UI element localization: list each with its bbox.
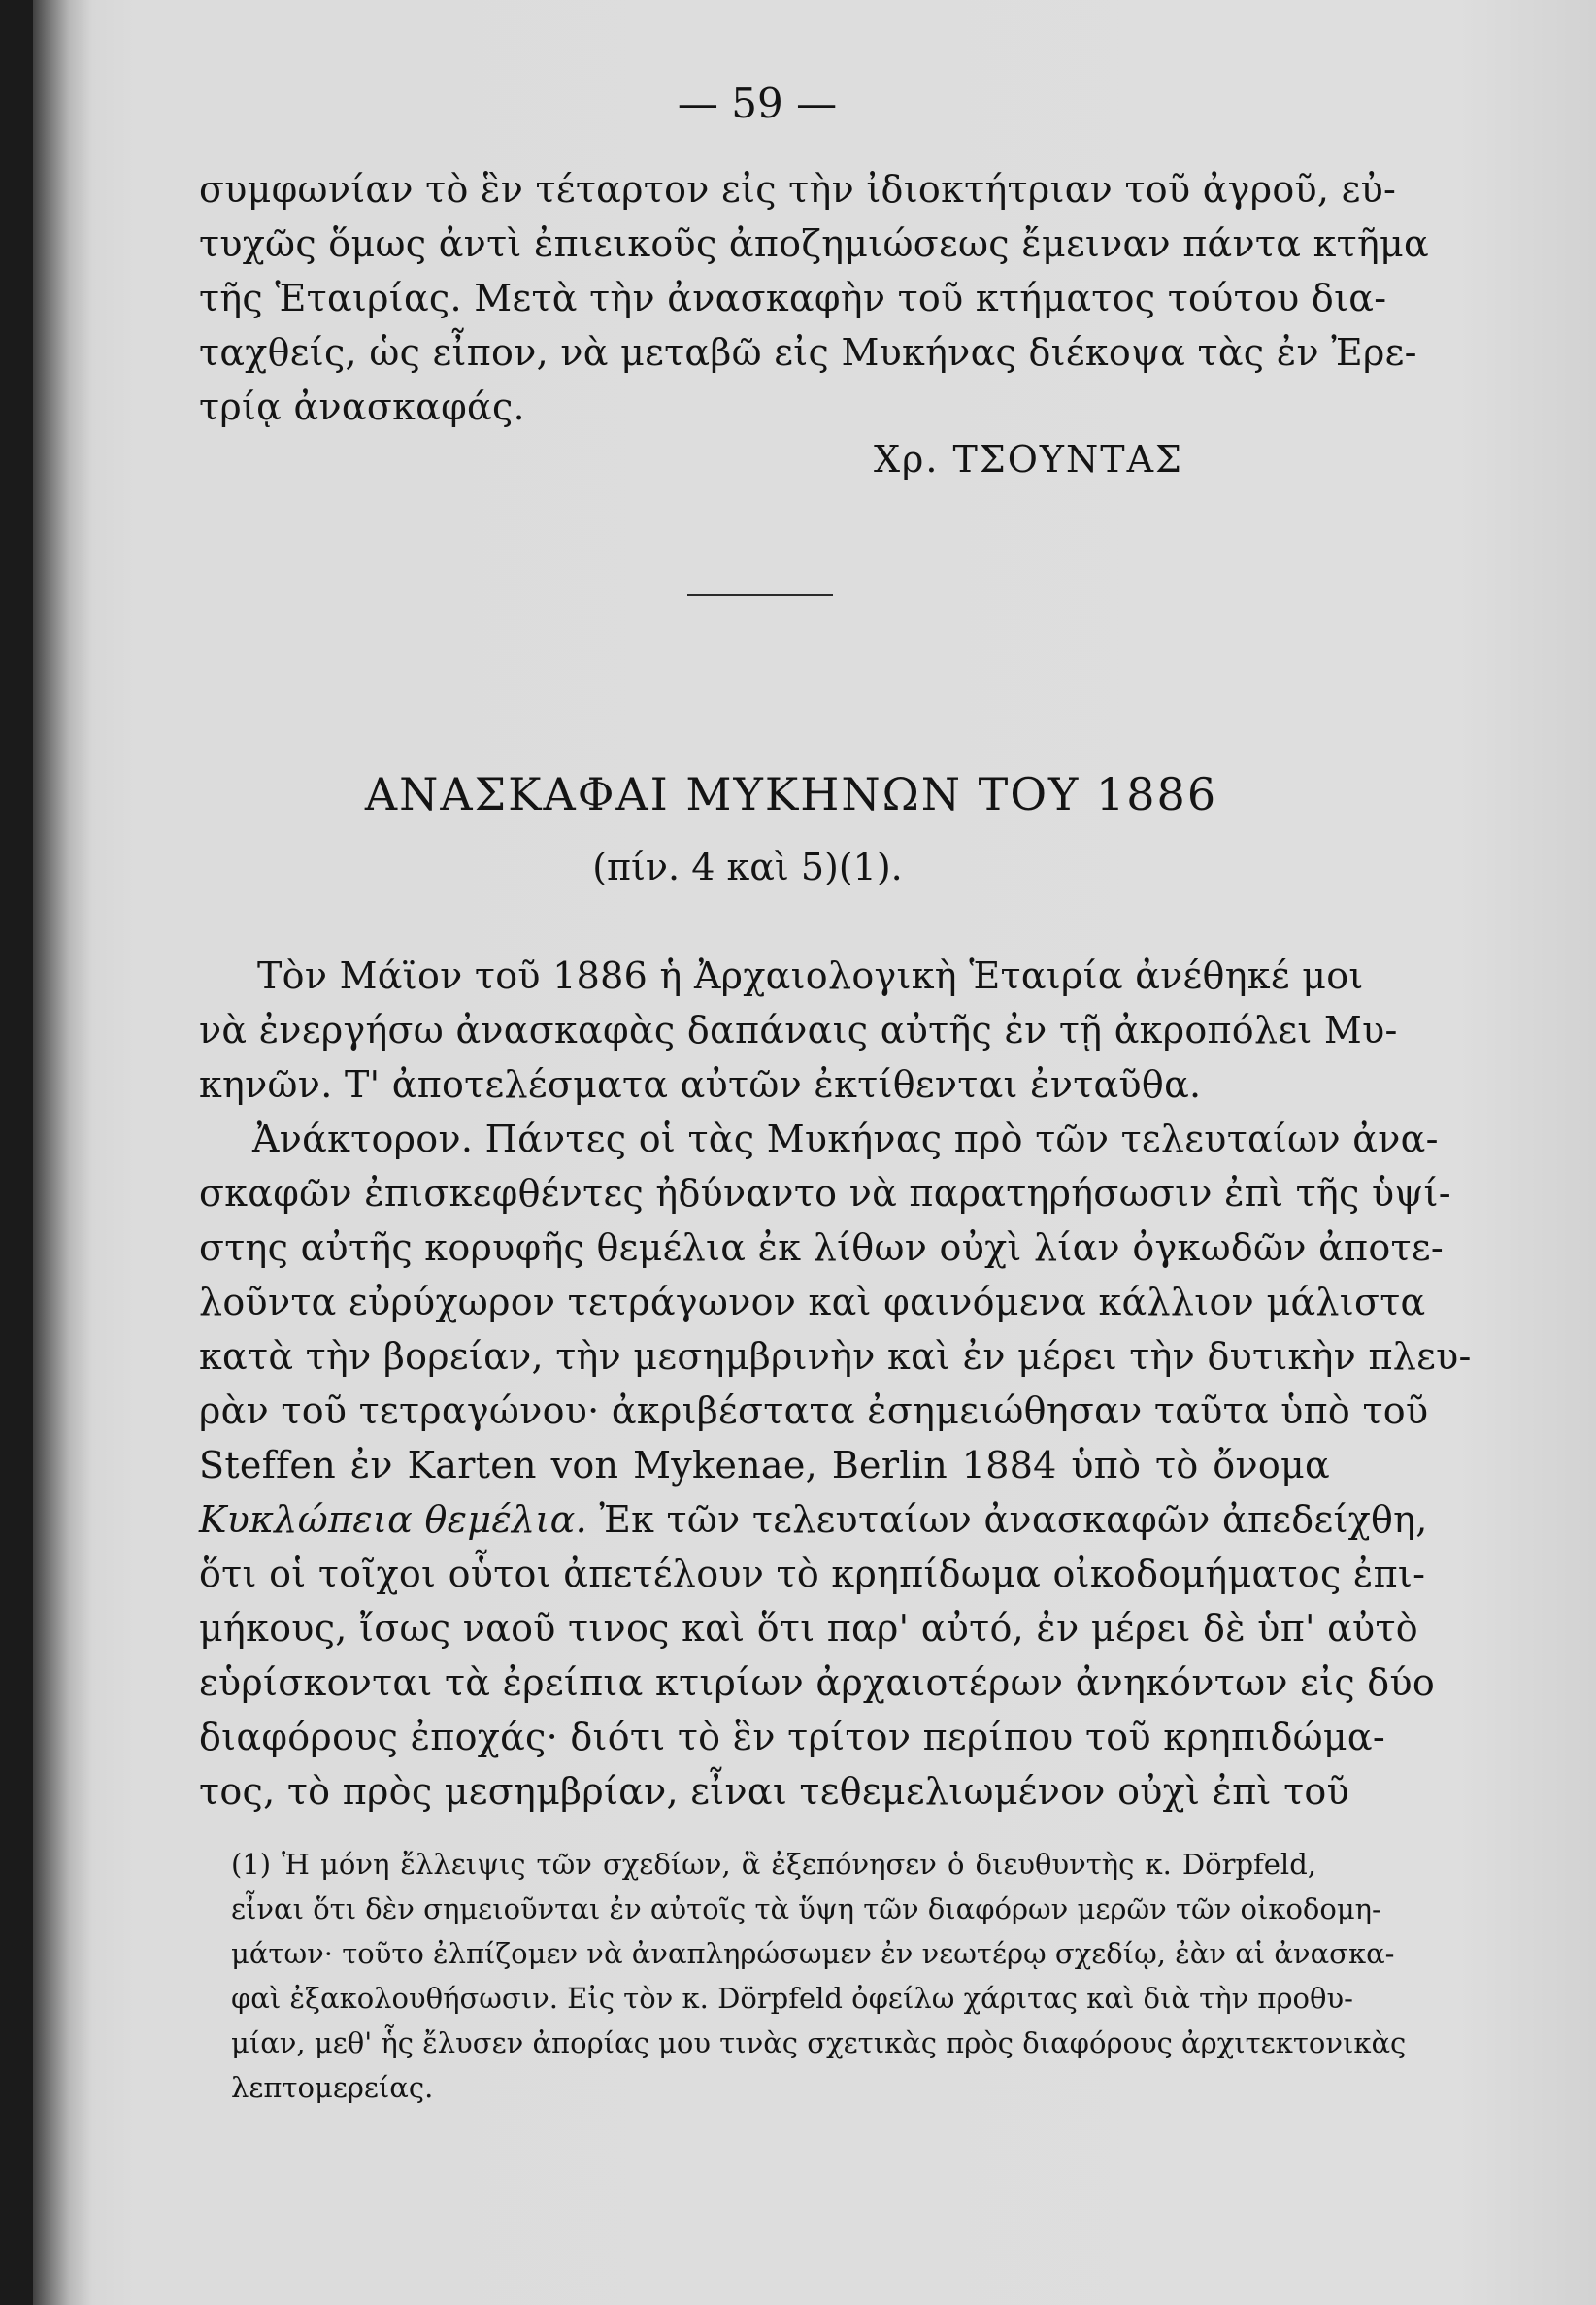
body-line: μήκους, ἴσως ναοῦ τινος καὶ ὅτι παρ' αὐτό, ἐν μέρει δὲ ὑπ' αὐτὸ [199,1607,1418,1650]
footnote-line: μάτων· τοῦτο ἐλπίζομεν νὰ ἀναπληρώσωμεν ἐν νεωτέρῳ σχεδίῳ, ἐὰν αἱ ἀνασκα- [231,1937,1395,1970]
intro-line: συμφωνίαν τὸ ἓν τέταρτον εἰς τὴν ἰδιοκτήτριαν τοῦ ἀγροῦ, εὐ- [199,168,1397,211]
body-line: Ἀνάκτορον. Πάντες οἱ τὰς Μυκήνας πρὸ τῶν τελευταίων ἀνα- [252,1118,1439,1160]
intro-line: τυχῶς ὅμως ἀντὶ ἐπιεικοῦς ἀποζημιώσεως ἔμειναν πάντα κτῆμα [199,222,1429,265]
body-line: διαφόρους ἐποχάς· διότι τὸ ἓν τρίτον περίπου τοῦ κρηπιδώμα- [199,1716,1386,1758]
footnote-line: μίαν, μεθ' ἧς ἔλυσεν ἀπορίας μου τινὰς σχετικὰς πρὸς διαφόρους ἀρχιτεκτονικὰς [231,2026,1407,2059]
article-title: ΑΝΑΣΚΑΦΑΙ ΜΥΚΗΝΩΝ ΤΟΥ 1886 [364,768,1218,820]
footnote-line: (1) Ἡ μόνη ἔλλειψις τῶν σχεδίων, ἃ ἐξεπόνησεν ὁ διευθυντὴς κ. Dörpfeld, [231,1848,1316,1881]
body-line: στης αὐτῆς κορυφῆς θεμέλια ἐκ λίθων οὐχὶ λίαν ὀγκωδῶν ἀποτε- [199,1226,1444,1269]
intro-line: τρίᾳ ἀνασκαφάς. [199,385,525,428]
body-line: τος, τὸ πρὸς μεσημβρίαν, εἶναι τεθεμελιωμένον οὐχὶ ἐπὶ τοῦ [199,1770,1350,1813]
body-line-rest: Ἐκ τῶν τελευταίων ἀνασκαφῶν ἀπεδείχθη, [586,1498,1428,1541]
intro-line: τῆς Ἑταιρίας. Μετὰ τὴν ἀνασκαφὴν τοῦ κτήματος τούτου δια- [199,277,1387,319]
body-line: κηνῶν. Τ' ἀποτελέσματα αὐτῶν ἐκτίθενται ἐνταῦθα. [199,1063,1202,1106]
book-spine-shadow [0,0,33,2305]
article-subtitle: (πίν. 4 καὶ 5)(1). [592,846,903,888]
italic-phrase: Κυκλώπεια θεμέλια. [199,1498,587,1541]
intro-line: ταχθείς, ὡς εἶπον, νὰ μεταβῶ εἰς Μυκήνας διέκοψα τὰς ἐν Ἐρε- [199,331,1417,374]
body-line: ὅτι οἱ τοῖχοι οὗτοι ἀπετέλουν τὸ κρηπίδωμα οἰκοδομήματος ἐπι- [199,1553,1426,1595]
body-line: εὑρίσκονται τὰ ἐρείπια κτιρίων ἀρχαιοτέρων ἀνηκόντων εἰς δύο [199,1661,1436,1704]
body-line: ρὰν τοῦ τετραγώνου· ἀκριβέστατα ἐσημειώθησαν ταῦτα ὑπὸ τοῦ [199,1389,1429,1432]
body-line-with-italic [199,1495,1428,1544]
footnote-line: φαὶ ἐξακολουθήσωσιν. Εἰς τὸν κ. Dörpfeld ὀφείλω χάριτας καὶ διὰ τὴν προθυ- [231,1982,1353,2015]
body-line: λοῦντα εὐρύχωρον τετράγωνον καὶ φαινόμενα κάλλιον μάλιστα [199,1281,1426,1323]
body-line: Τὸν Μάϊον τοῦ 1886 ἡ Ἀρχαιολογικὴ Ἑταιρία ἀνέθηκέ μοι [257,954,1364,997]
section-divider [687,594,833,596]
footnote-line: λεπτομερείας. [231,2071,434,2104]
body-line: κατὰ τὴν βορείαν, τὴν μεσημβρινὴν καὶ ἐν μέρει τὴν δυτικὴν πλευ- [199,1335,1472,1378]
author-signature: Χρ. ΤΣΟΥΝΤΑΣ [874,438,1183,481]
body-line: Steffen ἐν Karten von Mykenae, Berlin 1884 ὑπὸ τὸ ὄνομα [199,1444,1330,1487]
page-number: — 59 — [677,80,838,127]
body-line: σκαφῶν ἐπισκεφθέντες ἠδύναντο νὰ παρατηρήσωσιν ἐπὶ τῆς ὑψί- [199,1172,1451,1215]
footnote-line: εἶναι ὅτι δὲν σημειοῦνται ἐν αὐτοῖς τὰ ὕψη τῶν διαφόρων μερῶν τῶν οἰκοδομη- [231,1892,1381,1925]
body-line: νὰ ἐνεργήσω ἀνασκαφὰς δαπάναις αὐτῆς ἐν τῇ ἀκροπόλει Μυ- [199,1009,1398,1052]
